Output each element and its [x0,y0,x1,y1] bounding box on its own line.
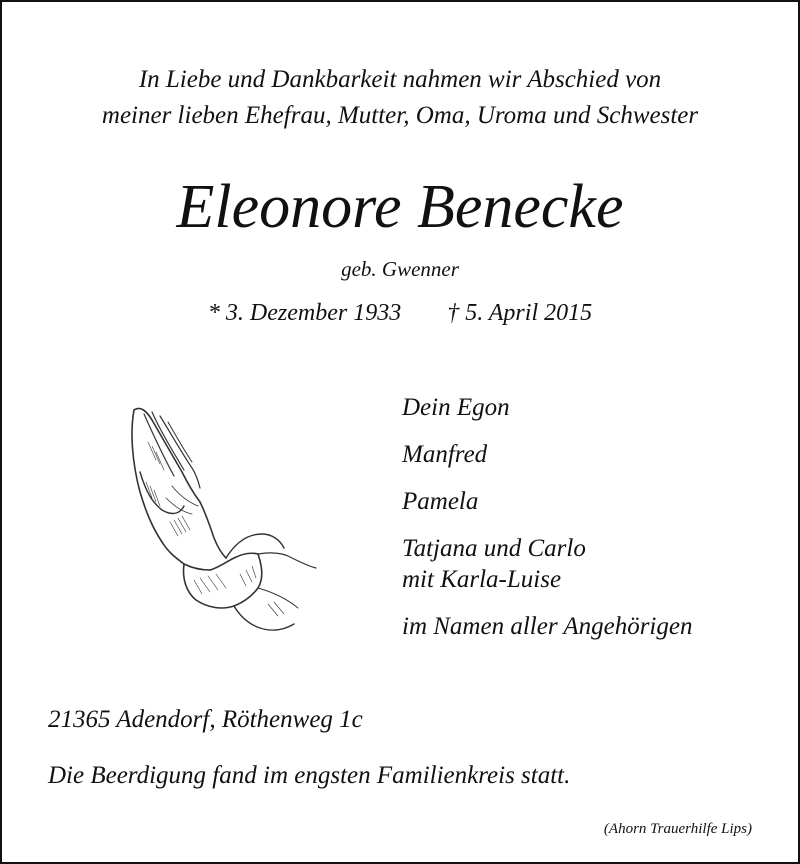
family-entry-5 [402,611,692,642]
death-date: † 5. April 2015 [447,300,593,326]
family-entry-2 [402,439,692,470]
family-entry-subtext: mit Karla-Luise [402,566,562,593]
family-entry-text: Tatjana und Carlo [402,535,586,562]
family-entry-text: im Namen aller Angehörigen [402,613,693,640]
family-list [402,392,692,658]
family-entry-text: Pamela [402,488,479,515]
family-entry-3 [402,486,692,517]
family-entry-text: Dein Egon [402,394,510,421]
family-entry-1 [402,392,692,423]
family-entry-4 [402,533,692,595]
praying-hands-icon [122,402,322,634]
deceased-name: Eleonore Benecke [176,173,624,241]
funeral-home-credit: (Ahorn Trauerhilfe Lips) [603,821,752,837]
intro-line-1: In Liebe und Dankbarkeit nahmen wir Abschied von [138,66,662,93]
address: 21365 Adendorf, Röthenweg 1c [48,706,363,733]
maiden-name: geb. Gwenner [341,257,459,281]
family-entry-text: Manfred [402,441,488,468]
birth-date: * 3. Dezember 1933 [207,300,402,326]
intro-text [2,62,798,134]
life-dates [2,298,798,328]
intro-line-2: meiner lieben Ehefrau, Mutter, Oma, Uroma und Schwester [101,102,699,129]
funeral-note: Die Beerdigung fand im engsten Familienkreis statt. [48,762,571,789]
